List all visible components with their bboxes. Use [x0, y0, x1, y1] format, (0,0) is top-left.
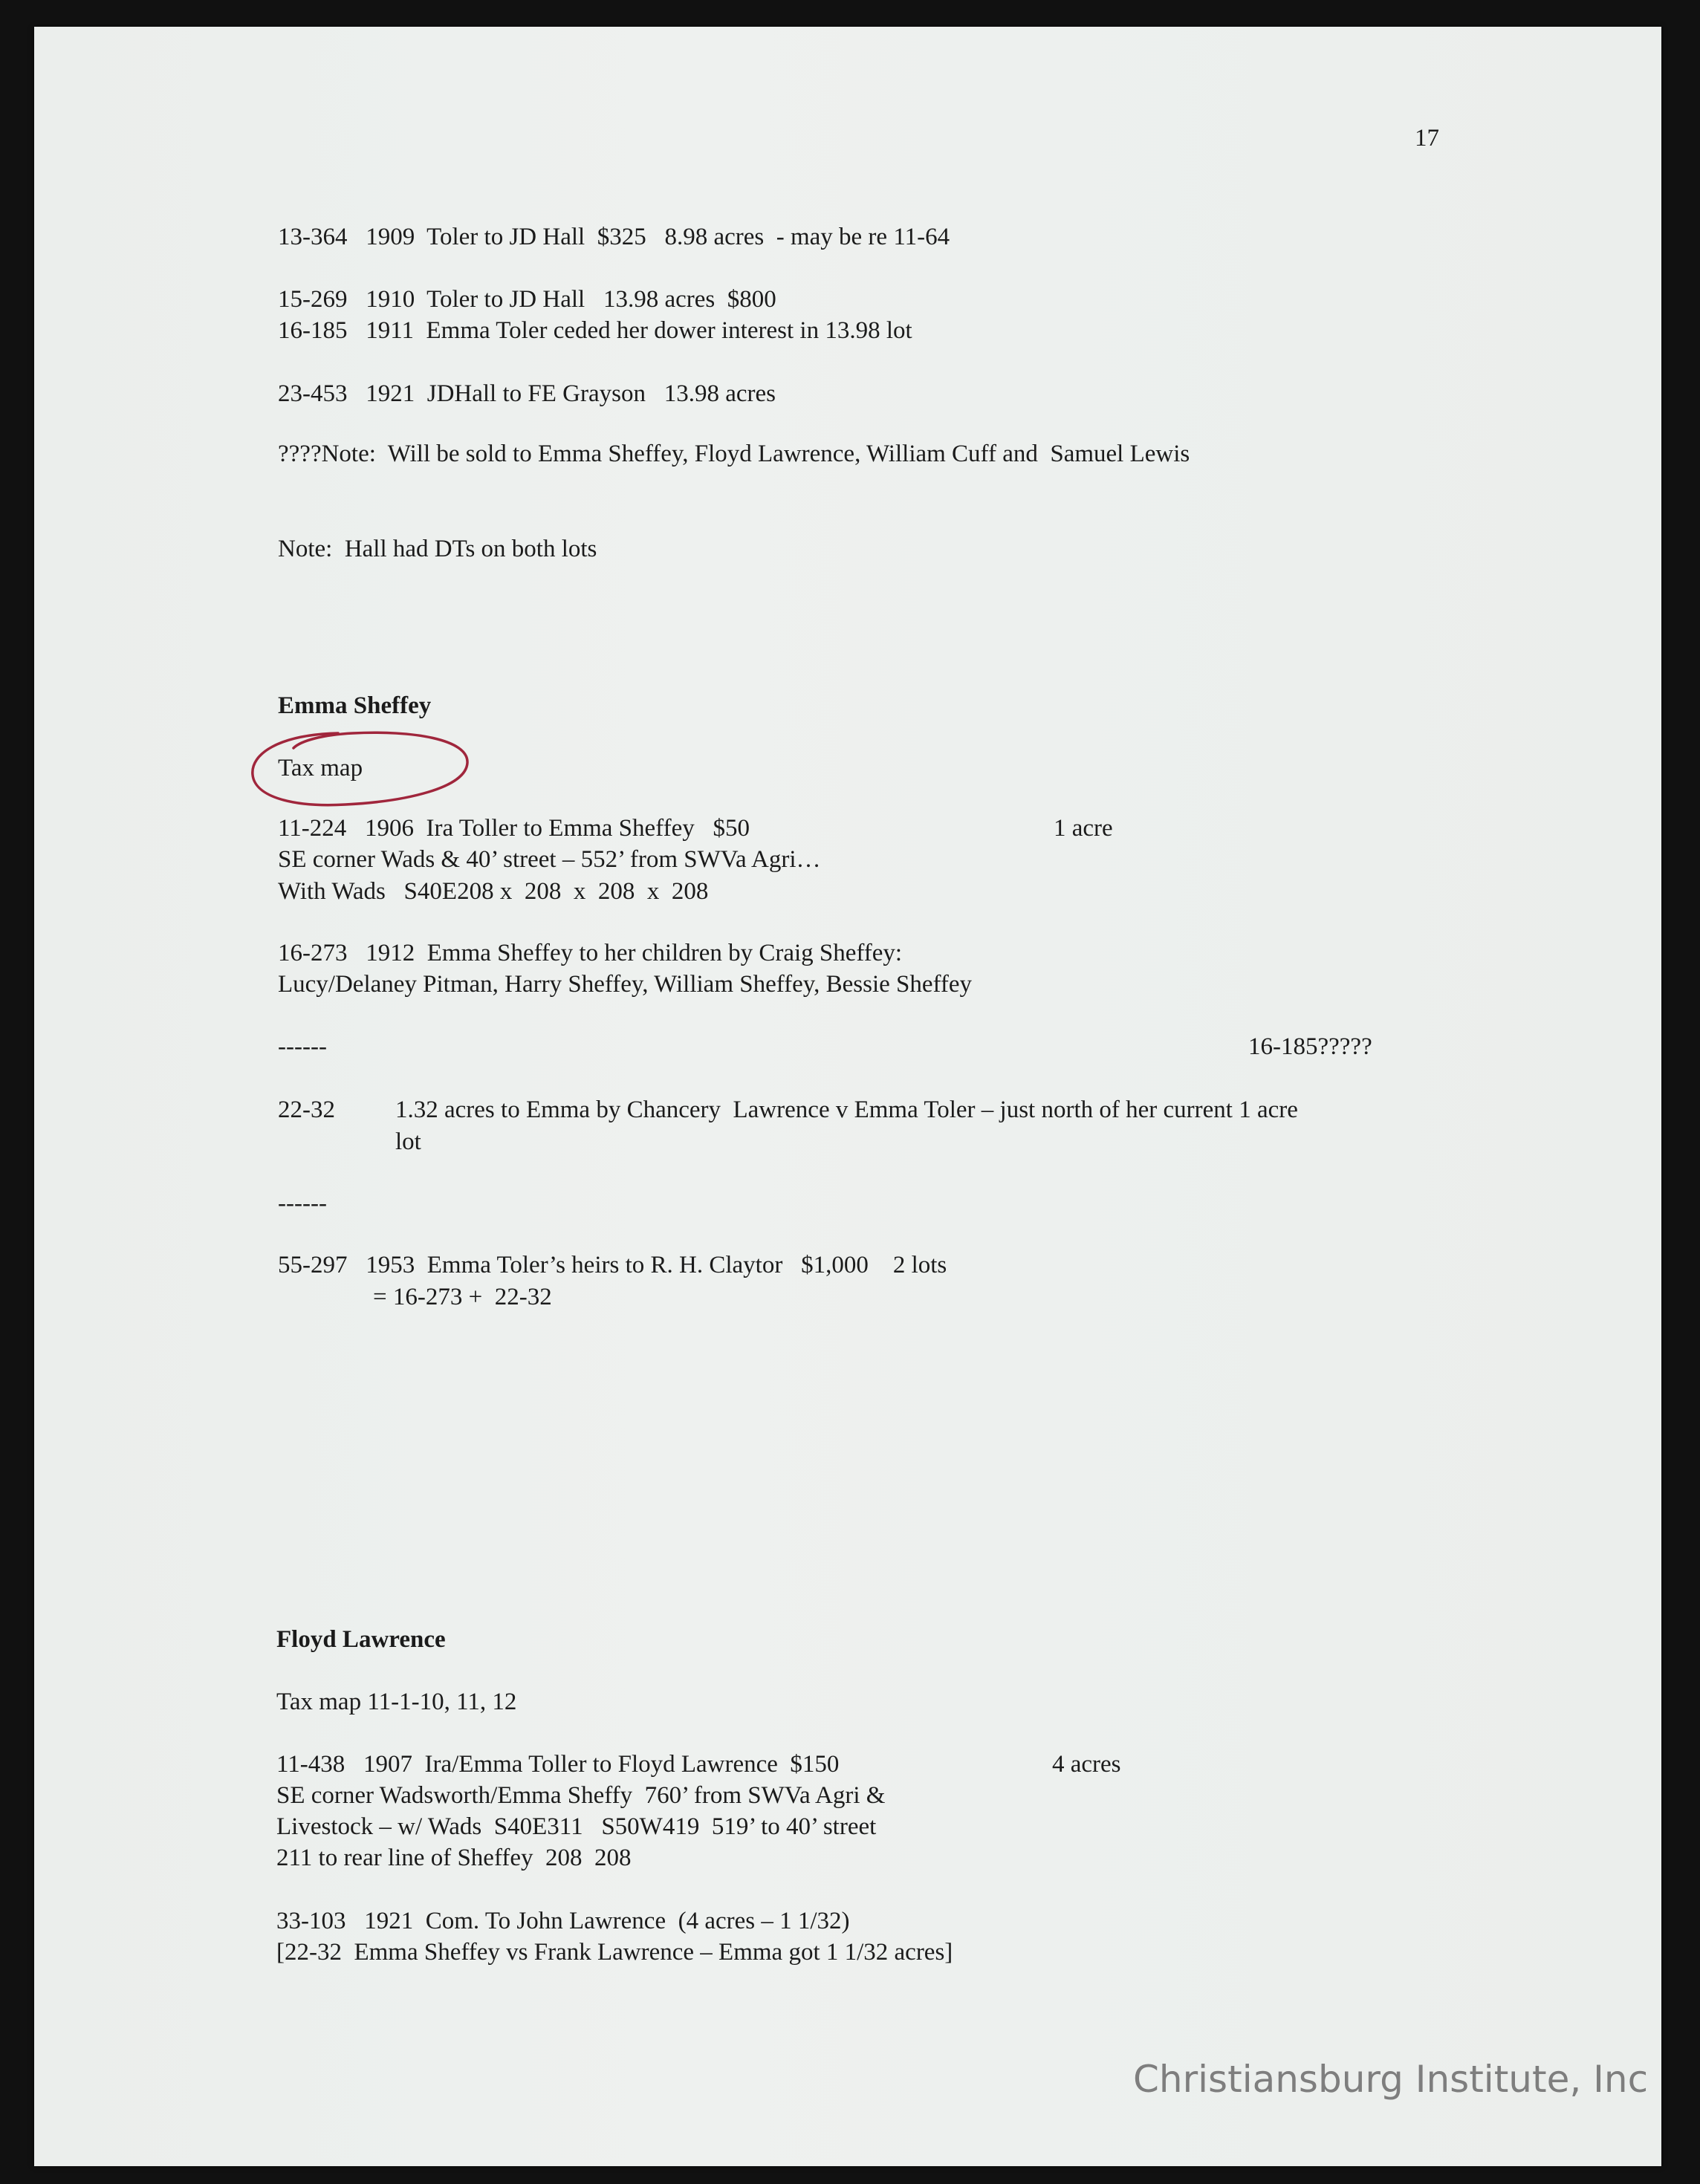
chancery-note: [22-32 Emma Sheffey vs Frank Lawrence – Emma got 1 1/32 acres]	[276, 1939, 953, 1966]
deed-entry-23-453: 23-453 1921 JDHall to FE Grayson 13.98 acres	[278, 380, 776, 407]
deed-description-line: SE corner Wadsworth/Emma Sheffy 760’ from SWVa Agri &	[276, 1782, 886, 1809]
deed-entry-16-185: 16-185 1911 Emma Toler ceded her dower interest in 13.98 lot	[278, 317, 912, 344]
watermark-text: Christiansburg Institute, Inc	[1133, 2058, 1649, 2101]
deed-description-line: SE corner Wads & 40’ street – 552’ from SWVa Agri…	[278, 846, 821, 873]
deed-description-line: 211 to rear line of Sheffey 208 208	[276, 1845, 632, 1871]
deed-entry-11-438: 11-438 1907 Ira/Emma Toller to Floyd Lawrence $150	[276, 1751, 840, 1778]
lot-sum: = 16-273 + 22-32	[373, 1284, 552, 1310]
note-hall-dts: Note: Hall had DTs on both lots	[278, 536, 597, 562]
deed-entry-33-103: 33-103 1921 Com. To John Lawrence (4 acres – 1 1/32)	[276, 1908, 850, 1934]
separator-dashes: ------	[278, 1033, 327, 1060]
acreage-4-acres: 4 acres	[1052, 1751, 1121, 1778]
section-heading-floyd-lawrence: Floyd Lawrence	[276, 1626, 446, 1653]
handwritten-circle-annotation	[249, 724, 472, 813]
deed-entry-15-269: 15-269 1910 Toler to JD Hall 13.98 acres $800	[278, 286, 776, 313]
tax-map-reference: Tax map 11-1-10, 11, 12	[276, 1689, 517, 1715]
heirs-list: Lucy/Delaney Pitman, Harry Sheffey, William Sheffey, Bessie Sheffey	[278, 971, 973, 998]
note-will-be-sold: ????Note: Will be sold to Emma Sheffey, Floyd Lawrence, William Cuff and Samuel Lewis	[278, 441, 1190, 467]
separator-dashes: ------	[278, 1190, 327, 1217]
deed-entry-13-364: 13-364 1909 Toler to JD Hall $325 8.98 acres - may be re 11-64	[278, 224, 950, 250]
reference-16-185: 16-185?????	[1248, 1033, 1372, 1060]
section-heading-emma-sheffey: Emma Sheffey	[278, 692, 432, 719]
deed-description-line: Livestock – w/ Wads S40E311 S50W419 519’ to 40’ street	[276, 1813, 877, 1840]
deed-entry-16-273: 16-273 1912 Emma Sheffey to her children by Craig Sheffey:	[278, 940, 903, 966]
tax-map-label: Tax map	[278, 755, 363, 781]
page-number: 17	[1415, 125, 1439, 152]
deed-description-line: With Wads S40E208 x 208 x 208 x 208	[278, 878, 709, 905]
deed-number-22-32: 22-32	[278, 1096, 335, 1123]
deed-entry-55-297: 55-297 1953 Emma Toler’s heirs to R. H. Claytor $1,000 2 lots	[278, 1252, 947, 1278]
deed-entry-11-224: 11-224 1906 Ira Toller to Emma Sheffey $50	[278, 815, 750, 842]
deed-entry-22-32-continued: lot	[395, 1128, 421, 1155]
deed-entry-22-32: 1.32 acres to Emma by Chancery Lawrence v Emma Toler – just north of her current 1 acre	[395, 1096, 1298, 1123]
acreage-1-acre: 1 acre	[1054, 815, 1113, 842]
